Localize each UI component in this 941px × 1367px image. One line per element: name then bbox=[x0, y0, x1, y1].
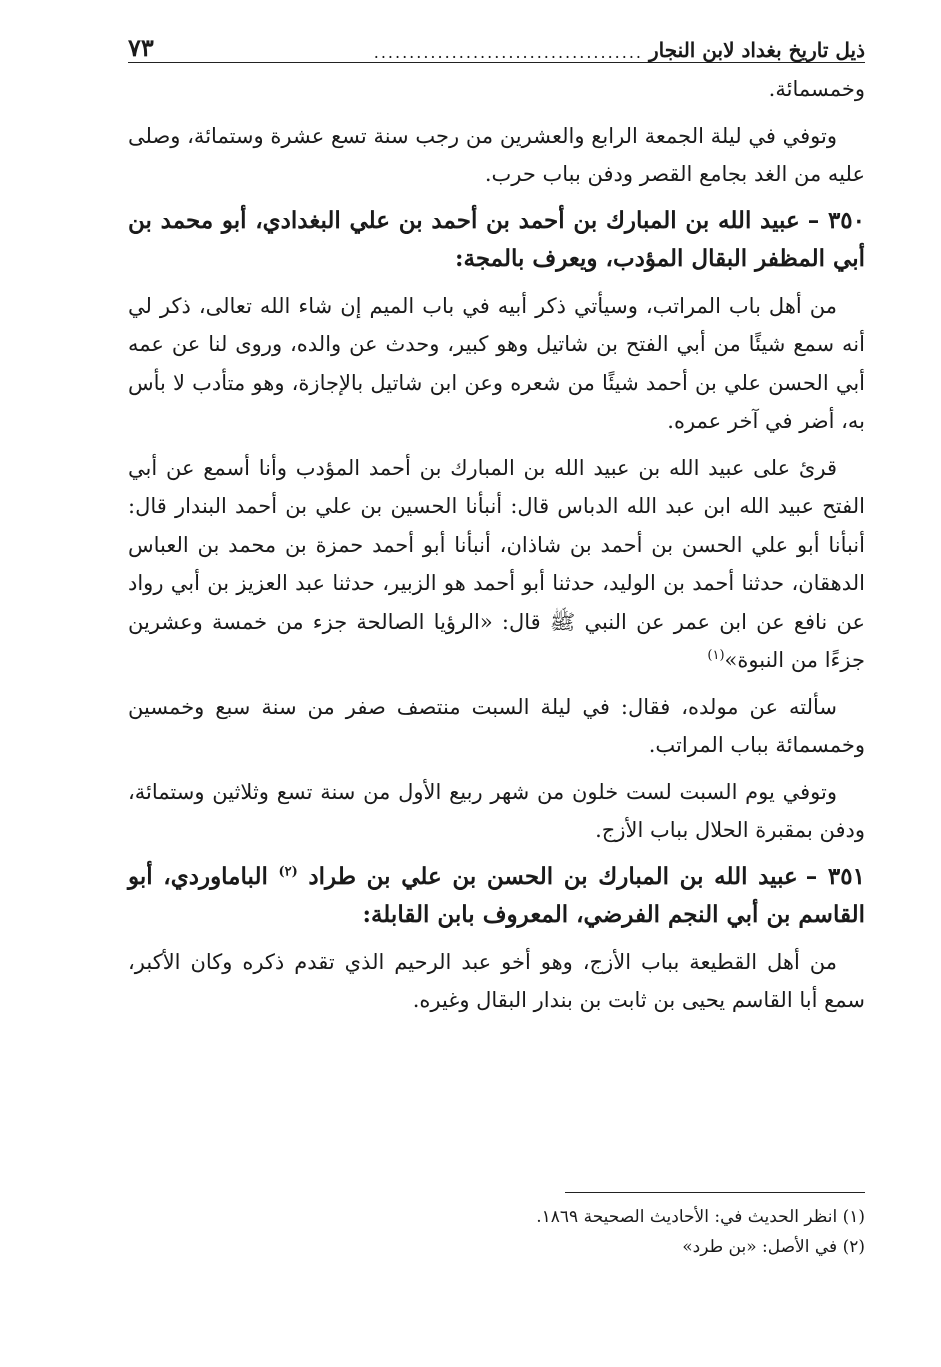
entry-name-a: عبيد الله بن المبارك بن الحسن بن علي بن طراد bbox=[308, 862, 798, 890]
paragraph-biography: من أهل باب المراتب، وسيأتي ذكر أبيه في باب الميم إن شاء الله تعالى، ذكر لي أنه سمع شيئًا من أبي الفتح بن شاتيل وهو كبير، وحدث عن والده، وروى لنا عن عمه أبي الحسن علي بن أحمد شيئًا من شعره وعن ابن شاتيل بالإجازة، وهو متأدب لا بأس به، أضر في آخر عمره. bbox=[128, 293, 865, 433]
entry-number: ٣٥٠ – bbox=[807, 206, 866, 234]
hadith-text: قرئ على عبيد الله بن عبيد الله بن المبارك بن أحمد المؤدب وأنا أسمع عن أبي الفتح عبيد الله ابن عبد الله الدباس قال: أنبأنا الحسين بن علي بن أحمد البندار قال: أنبأنا أبو علي الحسن بن أحمد بن شاذان، أنبأنا أبو أحمد حمزة بن محمد بن العباس الدهقان، حدثنا أحمد بن الوليد، حدثنا أبو أحمد هو الزبير، حدثنا عبد العزيز بن أبي رواد عن نافع عن ابن عمر عن النبي ﷺ قال: «الرؤيا الصالحة جزء من خمسة وعشرين جزءًا من النبوة» bbox=[128, 455, 865, 672]
paragraph-hadith bbox=[128, 449, 865, 680]
entry-name-b: الباماوردي، أبو القاسم بن أبي النجم الفرضي، المعروف بابن القابلة: bbox=[128, 862, 865, 928]
header-leader-dots: ...................................... bbox=[373, 43, 643, 62]
footnote-1: (١) انظر الحديث في: الأحاديث الصحيحة ١٨٦٩. bbox=[536, 1207, 865, 1227]
running-header bbox=[128, 22, 865, 63]
footnotes bbox=[128, 1202, 865, 1262]
footnote-divider bbox=[565, 1192, 865, 1193]
entry-number: ٣٥١ – bbox=[805, 862, 865, 890]
paragraph-birth: سألته عن مولده، فقال: في ليلة السبت منتصف صفر من سنة سبع وخمسين وخمسمائة بباب المراتب. bbox=[128, 694, 865, 757]
entry-name: عبيد الله بن المبارك بن أحمد بن أحمد بن علي البغدادي، أبو محمد بن أبي المظفر البقال المؤدب، ويعرف بالمجة: bbox=[128, 206, 865, 272]
paragraph-biography-351: من أهل القطيعة بباب الأزج، وهو أخو عبد الرحيم الذي تقدم ذكره وكان الأكبر، سمع أبا القاسم يحيى بن ثابت بن بندار البقال وغيره. bbox=[128, 949, 865, 1012]
paragraph-death-note: وتوفي في ليلة الجمعة الرابع والعشرين من رجب سنة تسع عشرة وستمائة، وصلى عليه من الغد بجامع القصر ودفن بباب حرب. bbox=[128, 123, 865, 186]
page-number: ٧٣ bbox=[128, 33, 154, 62]
footnote-ref-2: (٢) bbox=[278, 863, 298, 879]
paragraph-continuation: وخمسمائة. bbox=[768, 77, 865, 101]
book-title: ذيل تاريخ بغداد لابن النجار bbox=[649, 38, 865, 62]
footnote-ref-1: (١) bbox=[707, 648, 725, 663]
entry-heading-351 bbox=[128, 858, 865, 935]
page-body bbox=[128, 70, 865, 1028]
entry-heading-350 bbox=[128, 202, 865, 279]
footnote-2: (٢) في الأصل: «بن طرد» bbox=[682, 1237, 865, 1257]
paragraph-death: وتوفي يوم السبت لست خلون من شهر ربيع الأول من سنة تسع وثلاثين وستمائة، ودفن بمقبرة الحلال بباب الأزج. bbox=[128, 779, 865, 842]
